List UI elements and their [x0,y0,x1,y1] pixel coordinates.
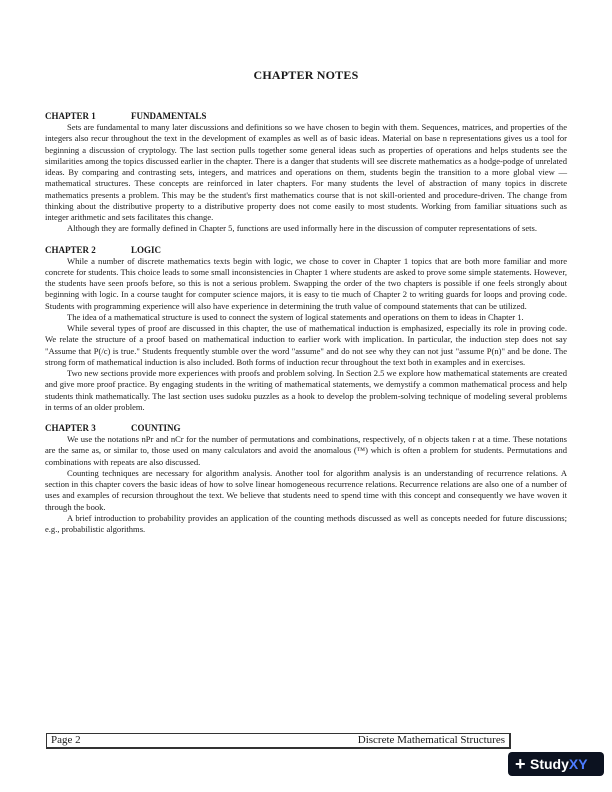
paragraph: Two new sections provide more experiences with proofs and problem solving. In Section 2.5 we explore how mathematical statements are created and give more proof practice. By engaging students in the writing of mathematical statements, we demystify a common mathematical process and help students think mathematically. The last section uses sudoku puzzles as a hook to develop the problem-solving technique of modeling several problems in terms of an older problem. [45,368,567,412]
chapter-heading [45,244,567,256]
studyxy-badge[interactable] [508,752,604,776]
chapter-name: FUNDAMENTALS [131,111,207,121]
paragraph: We use the notations nPr and nCr for the number of permutations and combinations, respectively, of n objects taken r at a time. These notations are the same as, or similar to, those used on many calculators and avoid the anomalous (™) which is often a problem for students. Permutations and combinations with repeats are also discussed. [45,434,567,467]
paragraph: Counting techniques are necessary for algorithm analysis. Another tool for algorithm analysis is an understanding of recurrence relations. A section in this chapter covers the basic ideas of how to solve linear homogeneous recurrence relations. Recurrence relations are also one of a number of uses and examples of recursion throughout the text. We believe that students need to spend time with this concept and consequently we have woven it through the book. [45,467,567,512]
page-title: CHAPTER NOTES [253,68,359,82]
paragraph: While several types of proof are discussed in this chapter, the use of mathematical induction is emphasized, especially its role in proving code. We relate the structure of a proof based on mathematical induction to earlier work with implication. In particular, the induction step does not say "Assume that P(/c) is true." Students frequently stumble over the word "assume" and do not see why they can not just "assume P(n)" and be done. The strong form of mathematical induction is also included. Both forms of induction recur throughout the text both in examples and in exercises. [45,323,567,367]
badge-label-main: Study [530,756,569,772]
page-number: Page 2 [51,734,81,746]
chapter-2-section [45,244,567,414]
chapter-heading [45,422,567,434]
badge-label [530,752,588,776]
chapter-3-section [45,422,567,535]
book-title: Discrete Mathematical Structures [357,734,505,746]
chapter-notes-body [45,110,567,544]
page-footer [46,733,511,749]
chapter-1-section [45,110,567,235]
badge-label-accent: XY [568,756,588,772]
paragraph: While a number of discrete mathematics texts begin with logic, we chose to cover in Chapter 1 topics that are both more familiar and more concrete for students. This choice leads to some small inconsistencies in Chapter 1 where students are asked to prove some simple statements. However, the students have seen proofs before, so this is not a serious problem. Swapping the order of the two chapters is possible if one feels strongly about beginning with logic. In a course taught for computer science majors, it is easy to tie much of Chapter 2 to writing guards for loops and proving code. Students with programming experience will also have experience in determining the truth value of compound statements that can be utilized. [45,255,567,311]
chapter-name: LOGIC [131,244,162,255]
chapter-number: CHAPTER 1 [45,111,96,121]
chapter-heading [45,110,567,122]
chapter-name: COUNTING [131,423,181,433]
chapter-number: CHAPTER 2 [45,244,96,255]
paragraph: Sets are fundamental to many later discussions and definitions so we have chosen to begin with them. Sequences, matrices, and properties of the integers also recur throughout the text in the development of examples as well as of basic ideas. Material on base n representations gives us a tool for beginning a discussion of cryptology. The last section pulls together some general ideas such as properties of operations and helps students see the similarities among the topics discussed earlier in the chapter. There is a danger that students will see discrete mathematics as a hodge-podge of unrelated ideas. By comparing and contrasting sets, integers, and matrices and operations on them, students begin the transition to a more global view — mathematical structures. These concepts are reinforced in later chapters. For many students the level of abstraction of many topics in discrete mathematics presents a problem. This may be the student's first mathematics course that is not skill-oriented and procedure-driven. The change from thinking about the distributive property to a distributive property does not come easily to most students. Working from familiar situations such as integer arithmetic and sets facilitates this change. [45,122,567,222]
chapter-number: CHAPTER 3 [45,423,96,433]
plus-icon: + [515,754,526,774]
paragraph: The idea of a mathematical structure is used to connect the system of logical statements and operations on them to ideas in Chapter 1. [67,311,524,322]
paragraph: Although they are formally defined in Chapter 5, functions are used informally here in the discussion of computer representations of sets. [67,223,537,234]
paragraph: A brief introduction to probability provides an application of the counting methods discussed as well as concepts needed for future discussions; e.g., probabilistic algorithms. [45,512,567,534]
